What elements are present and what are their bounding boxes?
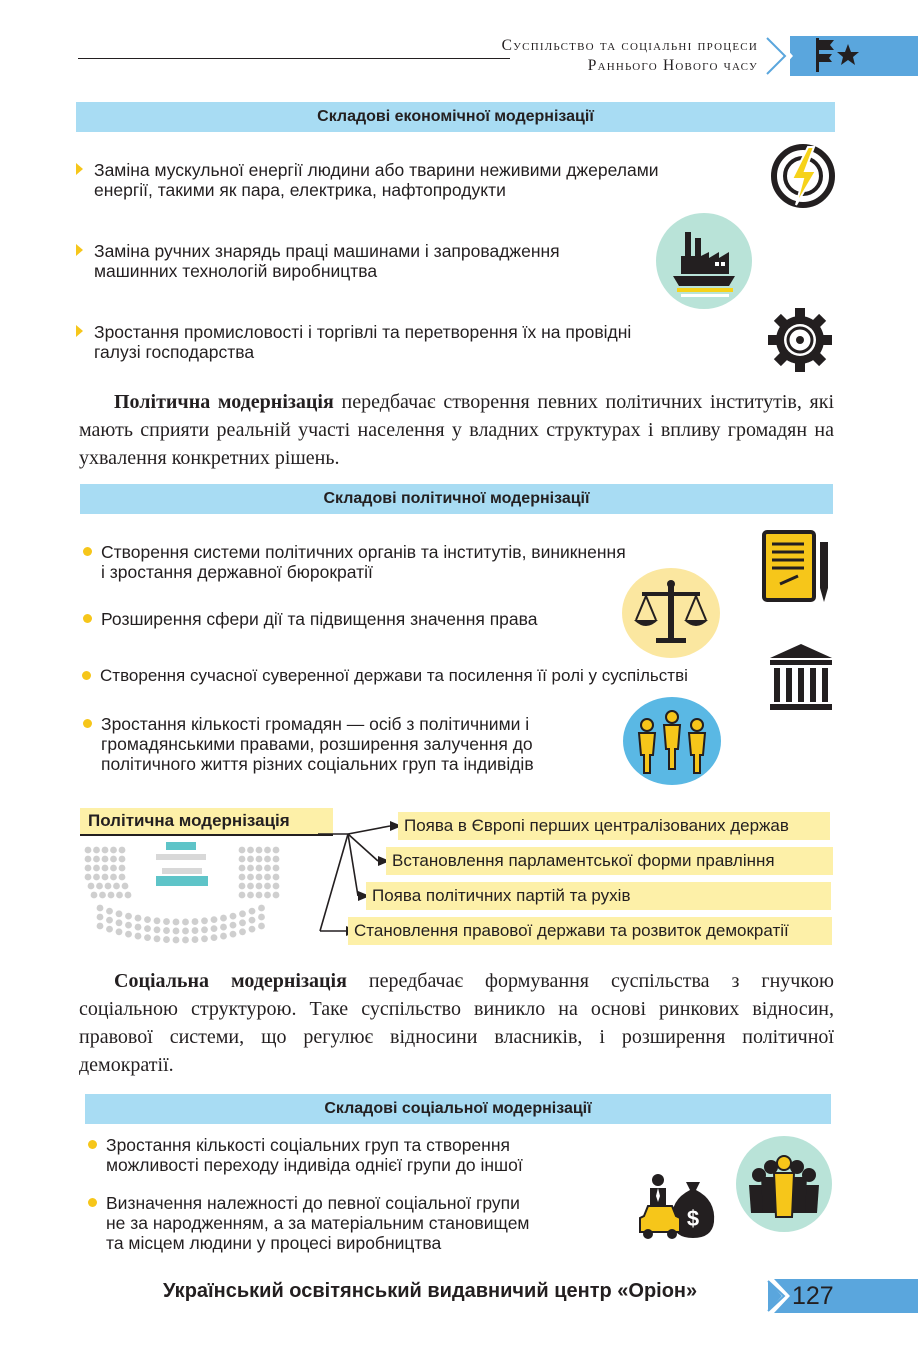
seat-dot — [116, 910, 123, 917]
seat-dot — [211, 925, 218, 932]
seat-dot — [220, 924, 227, 931]
seat-dot — [110, 865, 117, 872]
seat-dot — [230, 931, 237, 938]
seat-dot — [249, 917, 256, 924]
footer-chevron-icon — [766, 1279, 794, 1313]
seat-dot — [135, 924, 142, 931]
economic-item-2: Заміна ручних знарядь праці машинами і запровадження машинних технологій виробництва — [94, 241, 560, 281]
running-header-line2: Раннього Нового часу — [587, 57, 758, 74]
seat-dot — [264, 856, 271, 863]
seat-dot — [119, 865, 126, 872]
bullet-marker-icon — [88, 1198, 97, 1207]
seat-dot — [125, 913, 132, 920]
seat-dot — [256, 874, 263, 881]
economic-heading: Складові економічної модернізації — [76, 102, 835, 132]
seat-dot — [273, 856, 280, 863]
seat-dot — [211, 916, 218, 923]
seat-dot — [125, 922, 132, 929]
seat-dot — [249, 908, 256, 915]
bullet-marker-icon — [76, 325, 83, 337]
seat-dot — [108, 892, 115, 899]
seat-dot — [264, 883, 271, 890]
social-heading: Складові соціальної модернізації — [85, 1094, 831, 1124]
seat-dot — [173, 937, 180, 944]
bullet-marker-icon — [88, 1140, 97, 1149]
seat-dot — [256, 892, 263, 899]
seat-dot — [163, 927, 170, 934]
seat-dot — [110, 874, 117, 881]
seat-dot — [99, 892, 106, 899]
seat-dot — [116, 928, 123, 935]
parliament-building-icon — [768, 642, 834, 712]
seat-dot — [258, 914, 265, 921]
seat-dot — [182, 937, 189, 944]
seat-dot — [85, 874, 92, 881]
document-pen-icon — [762, 530, 836, 604]
seat-dot — [247, 892, 254, 899]
seat-dot — [110, 856, 117, 863]
seat-dot — [163, 936, 170, 943]
political-paragraph-text: передбачає створення певних політичних інститутів, які мають сприяти реальній участі населення у владних структурах і впливу громадян на ухвалення конкретних рішень. — [79, 391, 835, 469]
seat-dot — [97, 914, 104, 921]
seat-dot — [256, 865, 263, 872]
economic-item-1: Заміна мускульної енергії людини або тварини неживими джерелами енергії, такими як пара, електрика, нафтопродукти — [94, 160, 659, 200]
seat-dot — [154, 926, 161, 933]
seat-dot — [85, 865, 92, 872]
seat-dot — [102, 856, 109, 863]
seat-dot — [230, 922, 237, 929]
running-header-line1: Суспільство та соціальні процеси — [501, 37, 758, 54]
seat-dot — [220, 933, 227, 940]
outcome-4: Становлення правової держави та розвиток демократії — [348, 917, 832, 945]
seat-dot — [110, 847, 117, 854]
seat-dot — [116, 919, 123, 926]
gear-icon — [766, 306, 834, 374]
bullet-marker-icon — [83, 614, 92, 623]
svg-text:$: $ — [686, 1206, 700, 1231]
seat-dot — [273, 847, 280, 854]
political-heading: Складові політичної модернізації — [80, 484, 833, 514]
seat-dot — [116, 892, 123, 899]
seat-dot — [239, 883, 246, 890]
seat-dot — [264, 865, 271, 872]
running-header — [502, 36, 758, 76]
seat-dot — [125, 892, 132, 899]
seat-dot — [173, 919, 180, 926]
bullet-marker-icon — [83, 719, 92, 728]
outcome-1: Поява в Європі перших централізованих держав — [398, 812, 830, 840]
political-term: Політична модернізація — [114, 391, 334, 413]
seat-dot — [256, 856, 263, 863]
outcome-3: Поява політичних партій та рухів — [366, 882, 831, 910]
flag-emblem-icon — [812, 34, 864, 74]
political-modernization-label: Політична модернізація — [80, 808, 333, 836]
seat-dot — [230, 913, 237, 920]
seat-dot — [247, 874, 254, 881]
seat-dot — [85, 847, 92, 854]
seat-dot — [144, 934, 151, 941]
seat-dot — [102, 847, 109, 854]
social-term: Соціальна модернізація — [114, 970, 347, 992]
seat-dot — [273, 865, 280, 872]
seat-dot — [239, 865, 246, 872]
seat-dot — [119, 856, 126, 863]
seat-dot — [106, 926, 113, 933]
seat-dot — [264, 847, 271, 854]
seat-dot — [239, 928, 246, 935]
seat-dot — [91, 892, 98, 899]
seat-dot — [122, 883, 129, 890]
electricity-icon — [770, 143, 836, 209]
seat-dot — [247, 883, 254, 890]
seat-dot — [144, 925, 151, 932]
political-item-4: Зростання кількості громадян — осіб з політичними і громадянськими правами, розширення залучення до політичного життя різних соціальних груп та індивідів — [101, 714, 534, 774]
social-item-2: Визначення належності до певної соціальної групи не за народженням, а за матеріальним становищем та місцем людини у процесі виробництва — [106, 1193, 529, 1253]
seat-dot — [258, 923, 265, 930]
seat-dot — [96, 883, 103, 890]
seat-dot — [88, 883, 95, 890]
seat-dot — [119, 874, 126, 881]
seat-dot — [220, 915, 227, 922]
seat-dot — [239, 910, 246, 917]
seat-dot — [239, 874, 246, 881]
citizens-group-icon — [623, 697, 721, 785]
seat-dot — [113, 883, 120, 890]
factory-ship-icon — [655, 212, 753, 310]
seat-dot — [192, 936, 199, 943]
wealth-status-icon — [638, 1168, 720, 1244]
seat-dot — [125, 931, 132, 938]
seat-dot — [256, 883, 263, 890]
seat-dot — [182, 919, 189, 926]
seat-dot — [264, 892, 271, 899]
seat-dot — [102, 874, 109, 881]
seat-dot — [239, 919, 246, 926]
seat-dot — [85, 856, 92, 863]
seat-dot — [273, 892, 280, 899]
political-item-1: Створення системи політичних органів та інститутів, виникнення і зростання державної бюрократії — [101, 542, 626, 582]
political-paragraph — [79, 388, 834, 472]
seat-dot — [144, 916, 151, 923]
parliament-seating-icon — [82, 838, 288, 948]
seat-dot — [239, 847, 246, 854]
social-paragraph-text: передбачає формування суспільства з гнучкою соціальною структурою. Таке суспільство виникло на основі ринкових відносин, правової системи, що регулює відносини власників, і розширення політичної демократії. — [79, 970, 834, 1076]
publisher-name: Український освітянський видавничий центр «Оріон» — [163, 1280, 698, 1302]
scales-of-justice-icon — [622, 568, 720, 658]
seat-dot — [249, 926, 256, 933]
seat-dot — [97, 905, 104, 912]
seat-dot — [163, 918, 170, 925]
seat-dot — [119, 847, 126, 854]
seat-dot — [93, 874, 100, 881]
seat-dot — [135, 915, 142, 922]
bullet-marker-icon — [82, 671, 91, 680]
seat-dot — [173, 928, 180, 935]
seat-dot — [93, 856, 100, 863]
seat-dot — [192, 918, 199, 925]
political-item-2: Розширення сфери дії та підвищення значення права — [101, 609, 537, 629]
seat-dot — [97, 923, 104, 930]
seat-dot — [258, 905, 265, 912]
seat-dot — [201, 935, 208, 942]
seat-dot — [154, 935, 161, 942]
seat-dot — [105, 883, 112, 890]
seat-dot — [201, 926, 208, 933]
header-chevron-icon — [765, 36, 795, 76]
seat-dot — [264, 874, 271, 881]
seat-dot — [182, 928, 189, 935]
social-paragraph — [79, 967, 834, 1079]
political-item-3: Створення сучасної суверенної держави та посилення її ролі у суспільстві — [100, 666, 688, 686]
seat-dot — [239, 856, 246, 863]
seat-dot — [106, 908, 113, 915]
seat-dot — [192, 927, 199, 934]
social-groups-icon — [735, 1135, 833, 1233]
bullet-marker-icon — [76, 163, 83, 175]
social-item-1: Зростання кількості соціальних груп та створення можливості переходу індивіда однієї групи до іншої — [106, 1135, 523, 1175]
seat-dot — [135, 933, 142, 940]
seat-dot — [201, 917, 208, 924]
bullet-marker-icon — [83, 547, 92, 556]
seat-dot — [93, 865, 100, 872]
seat-dot — [93, 847, 100, 854]
header-rule — [78, 58, 510, 59]
seat-dot — [273, 874, 280, 881]
page-number: 127 — [792, 1282, 834, 1310]
seat-dot — [247, 865, 254, 872]
seat-dot — [211, 934, 218, 941]
seat-dot — [106, 917, 113, 924]
seat-dot — [273, 883, 280, 890]
seat-dot — [154, 917, 161, 924]
seat-dot — [256, 847, 263, 854]
bullet-marker-icon — [76, 244, 83, 256]
seat-dot — [239, 892, 246, 899]
seat-dot — [102, 865, 109, 872]
economic-item-3: Зростання промисловості і торгівлі та перетворення їх на провідні галузі господарства — [94, 322, 631, 362]
seat-dot — [247, 856, 254, 863]
seat-dot — [247, 847, 254, 854]
outcome-2: Встановлення парламентської форми правління — [386, 847, 833, 875]
